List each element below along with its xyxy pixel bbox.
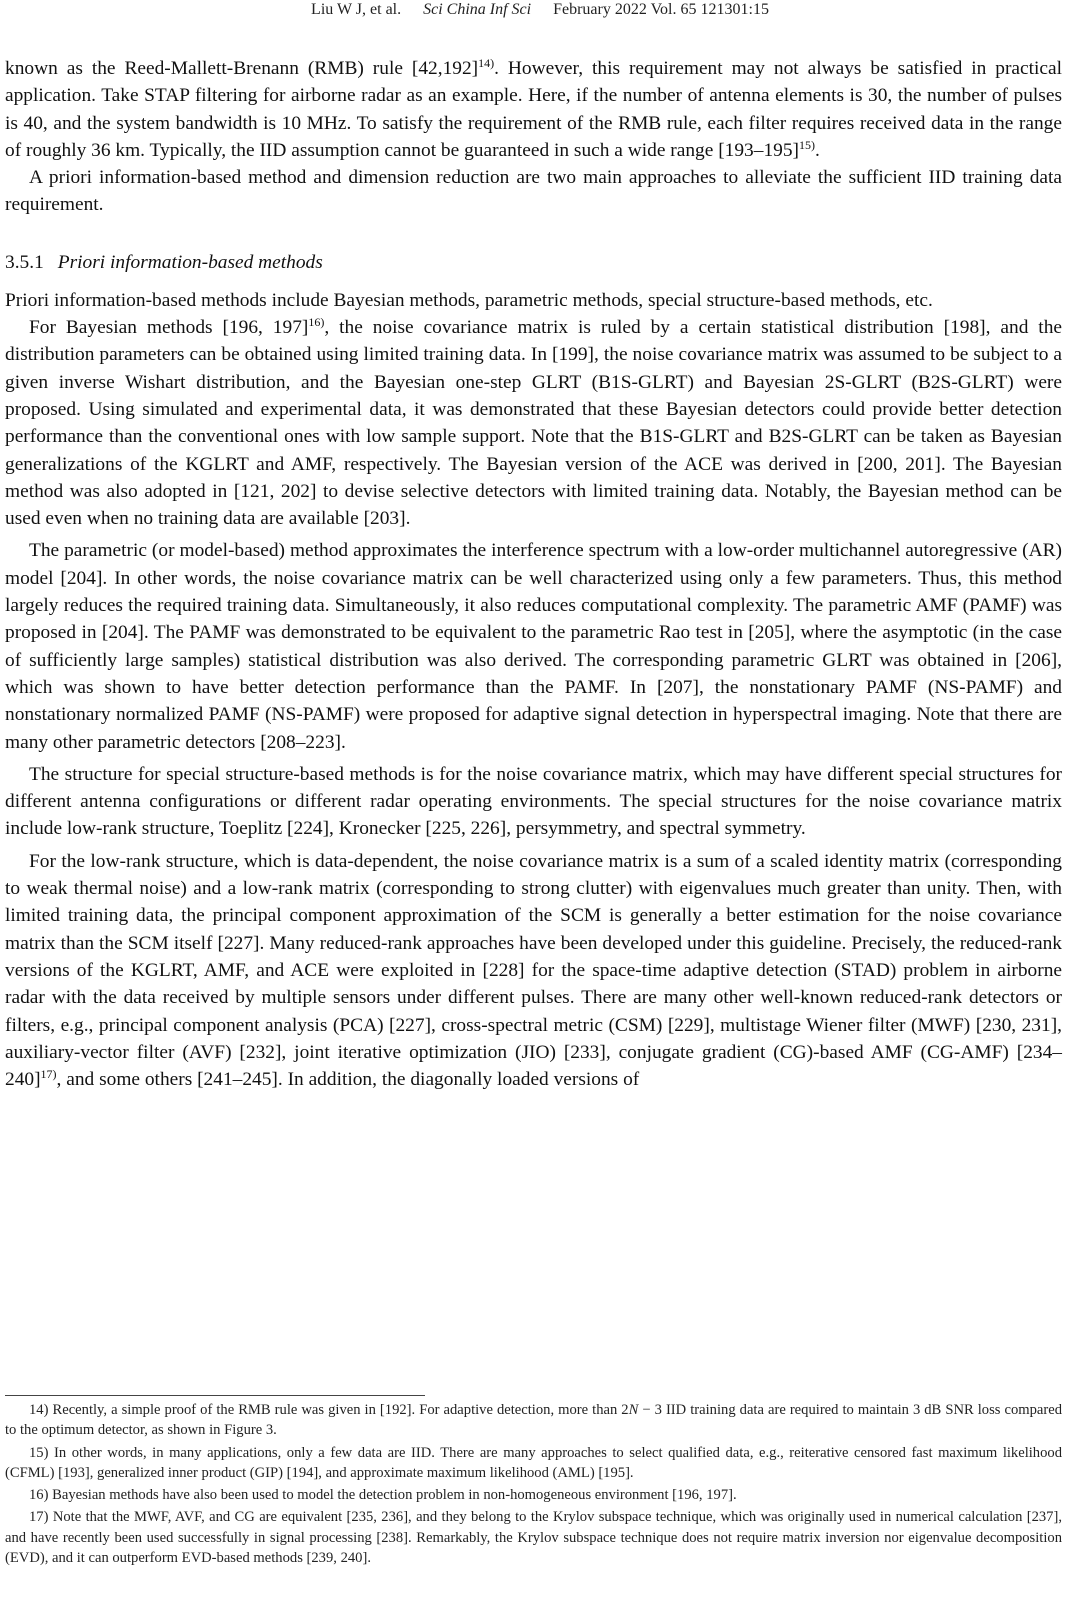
- footnote-14: 14) Recently, a simple proof of the RMB rule was given in [192]. For adaptive detection, more than 2N − 3 IID training data are required to maintain 3 dB SNR loss compared to the optimum detector, as shown in Figure 3.: [5, 1402, 1063, 1439]
- footnote-16: 16) Bayesian methods have also been used to model the detection problem in non-homogeneous environment [196, 197].: [29, 1487, 737, 1504]
- section-title: Priori information-based methods: [57, 251, 323, 273]
- footnote-ref-15[interactable]: 15): [799, 137, 815, 152]
- header-journal: Sci China Inf Sci: [423, 1, 532, 18]
- footnote-ref-17[interactable]: 17): [40, 1067, 57, 1082]
- paragraph-priori-intro: Priori information-based methods include Bayesian methods, parametric methods, special structure-based methods, etc.: [5, 289, 933, 311]
- main-body: [5, 55, 1062, 1093]
- header-issue: February 2022 Vol. 65 121301:15: [553, 1, 769, 18]
- running-header: [0, 0, 1080, 20]
- paragraph-approaches: A priori information-based method and dimension reduction are two main approaches to alleviate the sufficient IID training data requirement.: [5, 167, 1062, 216]
- paragraph-rmb-rule: known as the Reed-Mallett-Brenann (RMB) rule $[42,192]^{14)}$. However, this requirement may not always be satisfied in practical application. Take STAP filtering for airborne radar as an example. Here, if the number of antenna elements is 30, the number of pulses is 40, and the system bandwidth is 10 MHz. To satisfy the requirement of the RMB rule, each filter requires received data in the range of roughly 36 km. Typically, the IID assumption cannot be guaranteed in such a wide range $[193-195]^{15)}$.: [5, 56, 1062, 161]
- footnote-17: 17) Note that the MWF, AVF, and CG are equivalent [235, 236], and they belong to the Krylov subspace technique, which was originally used in numerical calculation [237], and have recently been used successfully in signal processing [238]. Remarkably, the Krylov subspace technique does not require matrix inversion nor eigenvalue decomposition (EVD), and it can outperform EVD-based methods [239, 240].: [5, 1509, 1062, 1567]
- paragraph-special-structure: The structure for special structure-based methods is for the noise covariance matrix, which may have different special structures for different antenna configurations or different radar operating environments. The special structures for the noise covariance matrix include low-rank structure, Toeplitz [224], Kronecker [225, 226], persymmetry, and spectral symmetry.: [5, 763, 1062, 840]
- paragraph-bayesian: For Bayesian methods [196, 197]$^{16)}$, the noise covariance matrix is ruled by a certain statistical distribution [198], and the distribution parameters can be obtained using limited training data. In [199], the noise covariance matrix was assumed to be subject to a given inverse Wishart distribution, and the Bayesian one-step GLRT (B1S-GLRT) and Bayesian 2S-GLRT (B2S-GLRT) were proposed. Using simulated and experimental data, it was demonstrated that these Bayesian detectors could provide better detection performance than the conventional ones with low sample support. Note that the B1S-GLRT and B2S-GLRT can be taken as Bayesian generalizations of the KGLRT and AMF, respectively. The Bayesian version of the ACE was derived in [200, 201]. The Bayesian method was also adopted in [121, 202] to devise selective detectors with limited training data. Notably, the Bayesian method can be used even when no training data are available [203].: [5, 315, 1062, 530]
- header-authors: Liu W J, et al.: [311, 1, 402, 18]
- footnote-ref-14[interactable]: 14): [478, 56, 495, 70]
- footnotes: [5, 1400, 1062, 1570]
- paragraph-low-rank: For the low-rank structure, which is data-dependent, the noise covariance matrix is a sum of a scaled identity matrix (corresponding to weak thermal noise) and a low-rank matrix (corresponding to strong clutter) with eigenvalues much greater than unity. Then, with limited training data, the principal component approximation of the SCM is generally a better estimation for the noise covariance matrix than the SCM itself [227]. Many reduced-rank approaches have been developed under this guideline. Precisely, the reduced-rank versions of the KGLRT, AMF, and ACE were exploited in [228] for the space-time adaptive detection (STAD) problem in airborne radar with the data received by multiple sensors under different pulses. There are many other well-known reduced-rank detectors or filters, e.g., principal component analysis (PCA) [227], cross-spectral metric (CSM) [229], multistage Wiener filter (MWF) [230, 231], auxiliary-vector filter (AVF) [232], joint iterative optimization (JIO) [233], conjugate gradient (CG)-based AMF (CG-AMF) $[234-240]^{17)}$, and some others [241–245]. In addition, the diagonally loaded versions of: [5, 850, 1062, 1091]
- paragraph-parametric: The parametric (or model-based) method approximates the interference spectrum with a low-order multichannel autoregressive (AR) model [204]. In other words, the noise covariance matrix can be well characterized using only a few parameters. Thus, this method largely reduces the required training data. Simultaneously, it also reduces computational complexity. The parametric AMF (PAMF) was proposed in [204]. The PAMF was demonstrated to be equivalent to the parametric Rao test in [205], where the asymptotic (in the case of sufficiently large samples) statistical distribution was also derived. The corresponding parametric GLRT was obtained in [206], which was shown to have better detection performance than the PAMF. In [207], the nonstationary PAMF (NS-PAMF) and nonstationary normalized PAMF (NS-PAMF) were proposed for adaptive signal detection in hyperspectral imaging. Note that there are many other parametric detectors [208–223].: [5, 540, 1062, 753]
- section-number: 3.5.1: [5, 251, 44, 273]
- footnote-ref-16[interactable]: 16): [308, 315, 325, 330]
- section-heading: [5, 249, 1062, 276]
- footnote-15: 15) In other words, in many applications, only a few data are IID. There are many approaches to select qualified data, e.g., reiterative censored fast maximum likelihood (CFML) [193], generalized inner product (GIP) [194], and approximate maximum likelihood (AML) [195].: [5, 1444, 1062, 1481]
- footnote-divider: [5, 1395, 425, 1396]
